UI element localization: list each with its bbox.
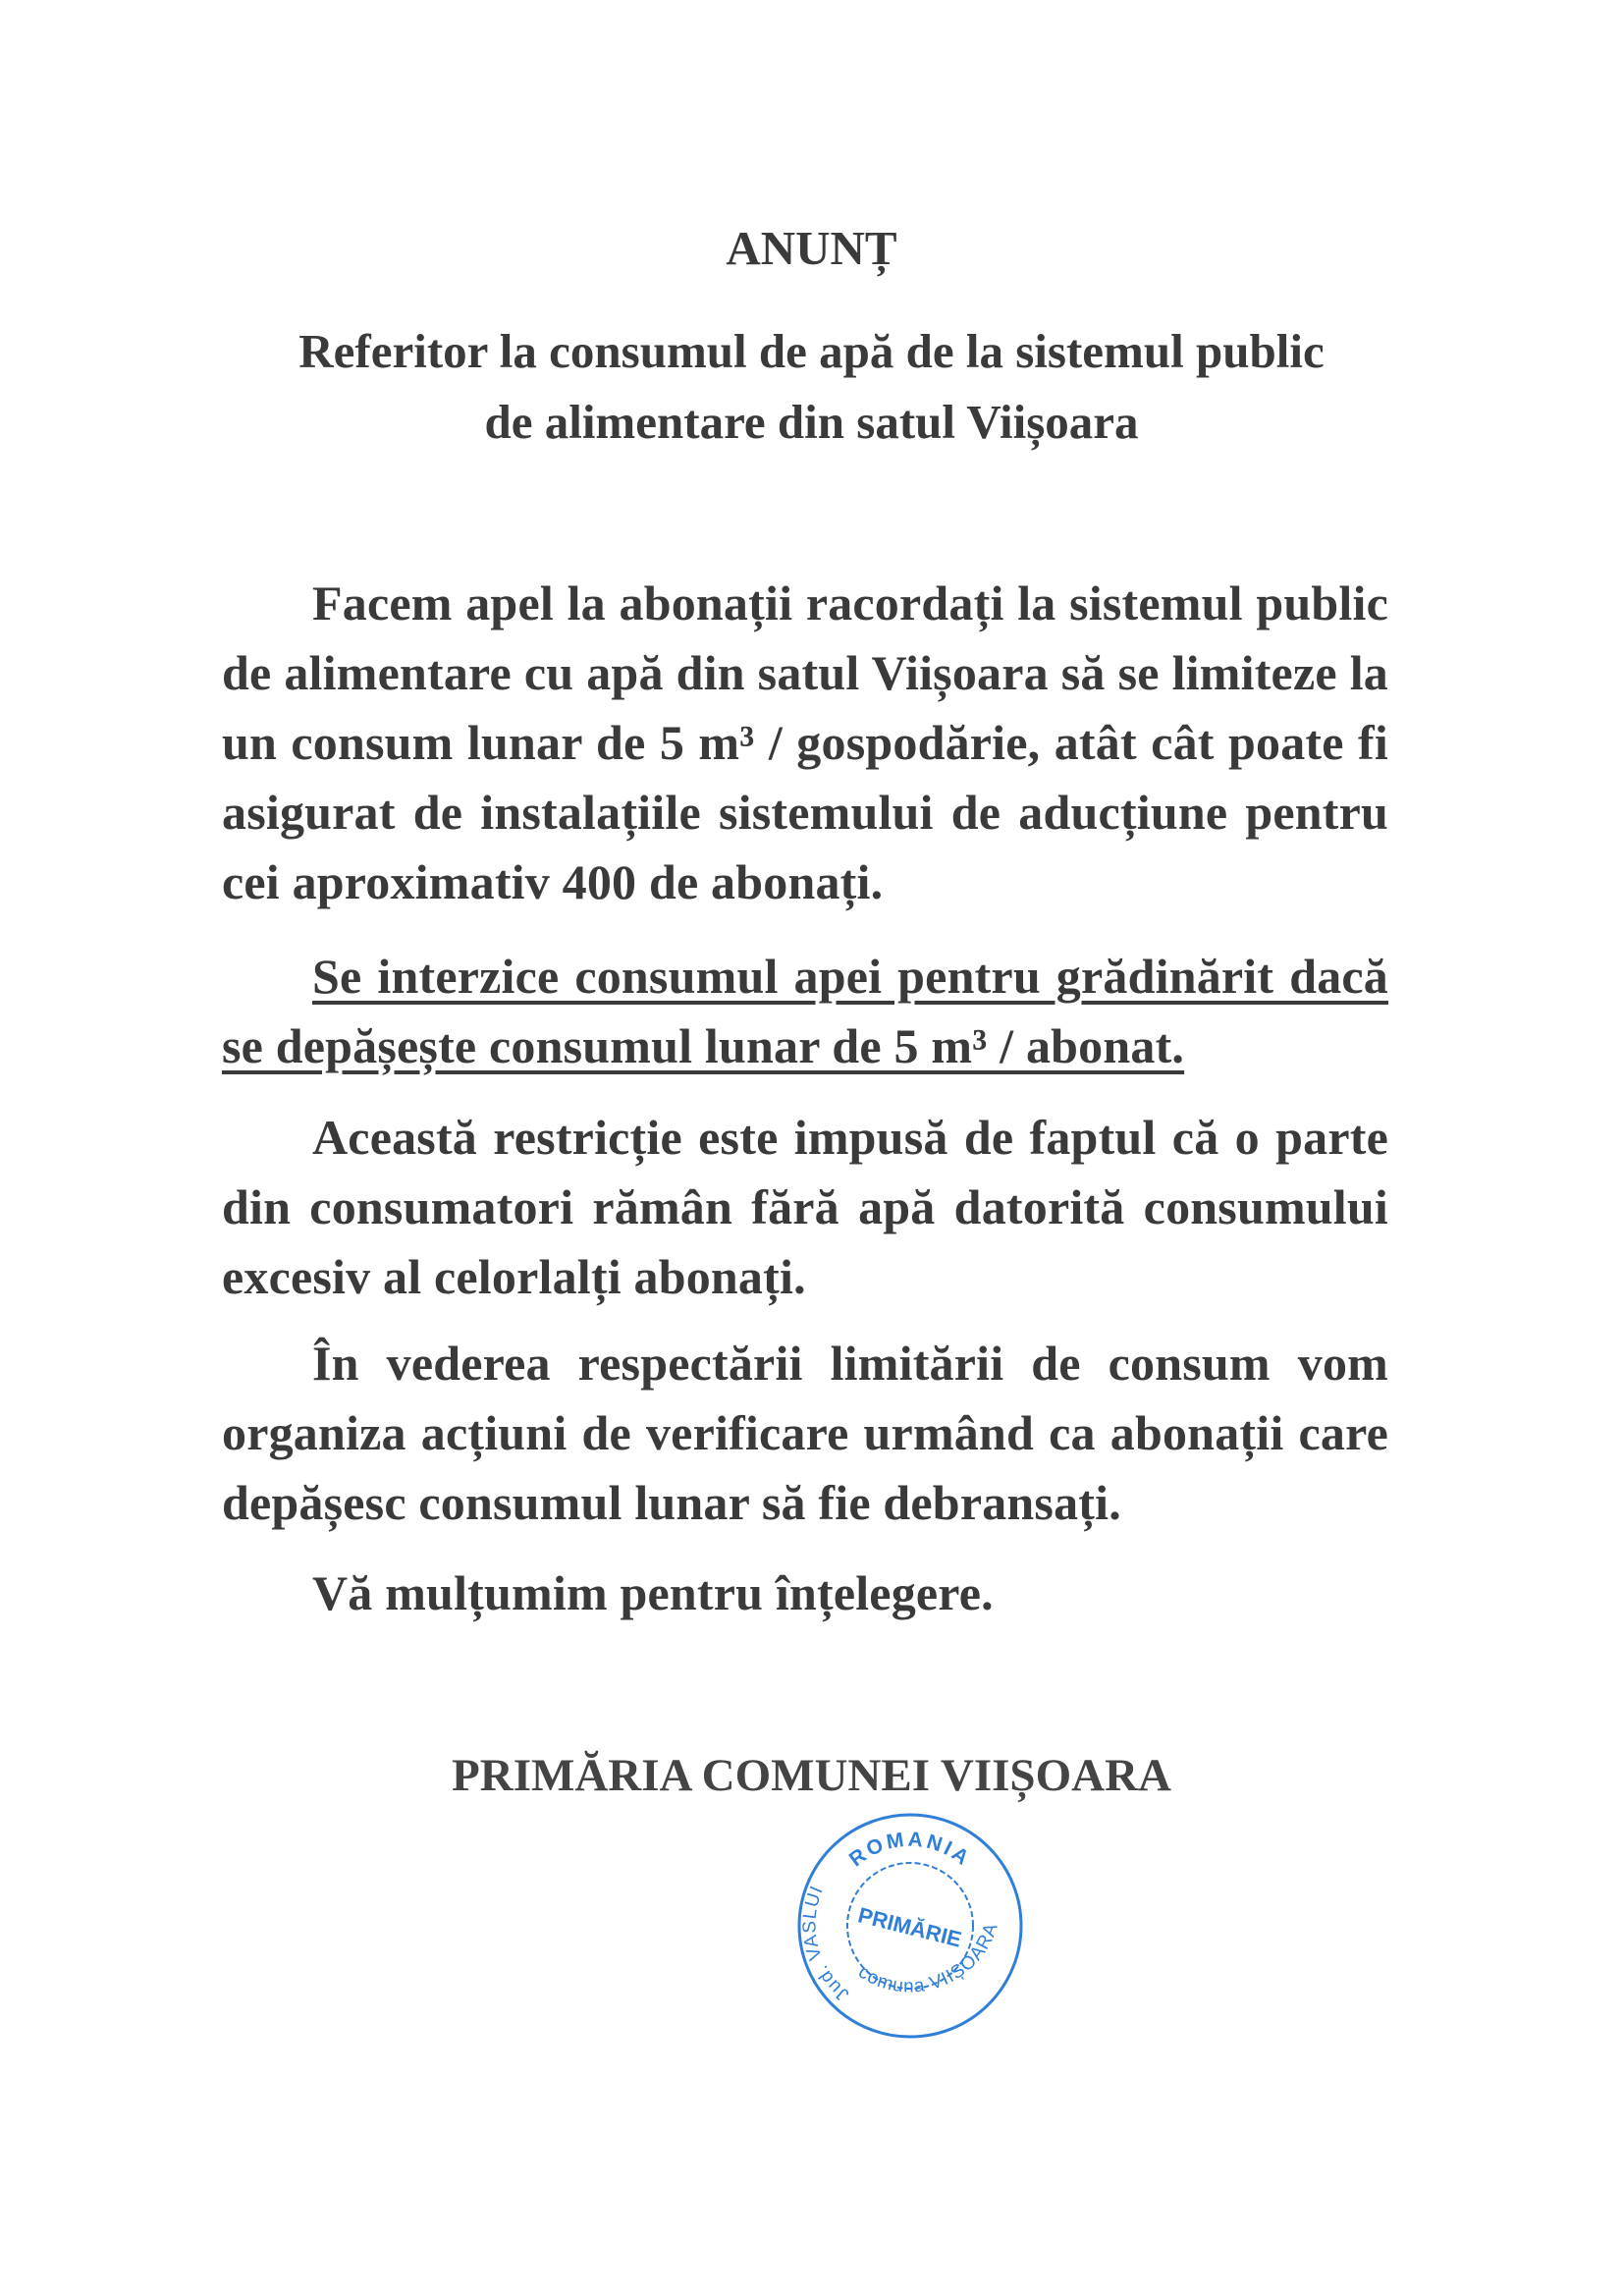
document-title: ANUNȚ	[726, 221, 897, 275]
document-subtitle	[0, 316, 1623, 458]
stamp-center-text: PRIMĂRIE	[855, 1902, 964, 1952]
official-stamp	[791, 1807, 1029, 2045]
prohibition-underlined-text: Se interzice consumul apei pentru grădinărit dacă se depășește consumul lunar de 5 m³ / abonat.	[222, 949, 1388, 1073]
stamp-top-text: ROMANIA	[844, 1828, 976, 1872]
subtitle-line-1: Referitor la consumul de apă de la sistemul public	[298, 324, 1325, 378]
svg-text:Jud. VASLUI	[799, 1883, 853, 2005]
stamp-bottom-text: comuna VIIȘOARA	[854, 1920, 1002, 1997]
svg-text:ROMANIA	[845, 1829, 975, 1872]
paragraph-reason: Această restricție este impusă de faptul că o parte din consumatori rămân fără apă datorită consumului excesiv al celorlalți abonați.	[222, 1110, 1388, 1304]
paragraph-appeal: Facem apel la abonații racordați la sistemul public de alimentare cu apă din satul Viișoara să se limiteze la un consum lunar de 5 m³ / gospodărie, atât cât poate fi asigurat de instalațiile sistemului de aducțiune pentru cei aproximativ 400 de abonați.	[222, 575, 1388, 909]
stamp-left-text: Jud. VASLUI	[799, 1882, 853, 2005]
signature-institution: PRIMĂRIA COMUNEI VIIȘOARA	[452, 1750, 1171, 1801]
paragraph-prohibition	[222, 942, 1388, 1081]
paragraph-verification: În vederea respectării limitării de consum vom organiza acțiuni de verificare urmând ca abonații care depășesc consumul lunar să fie debransați.	[222, 1336, 1388, 1530]
subtitle-line-2: de alimentare din satul Viișoara	[484, 395, 1139, 449]
paragraph-thanks: Vă mulțumim pentru înțelegere.	[312, 1565, 994, 1620]
